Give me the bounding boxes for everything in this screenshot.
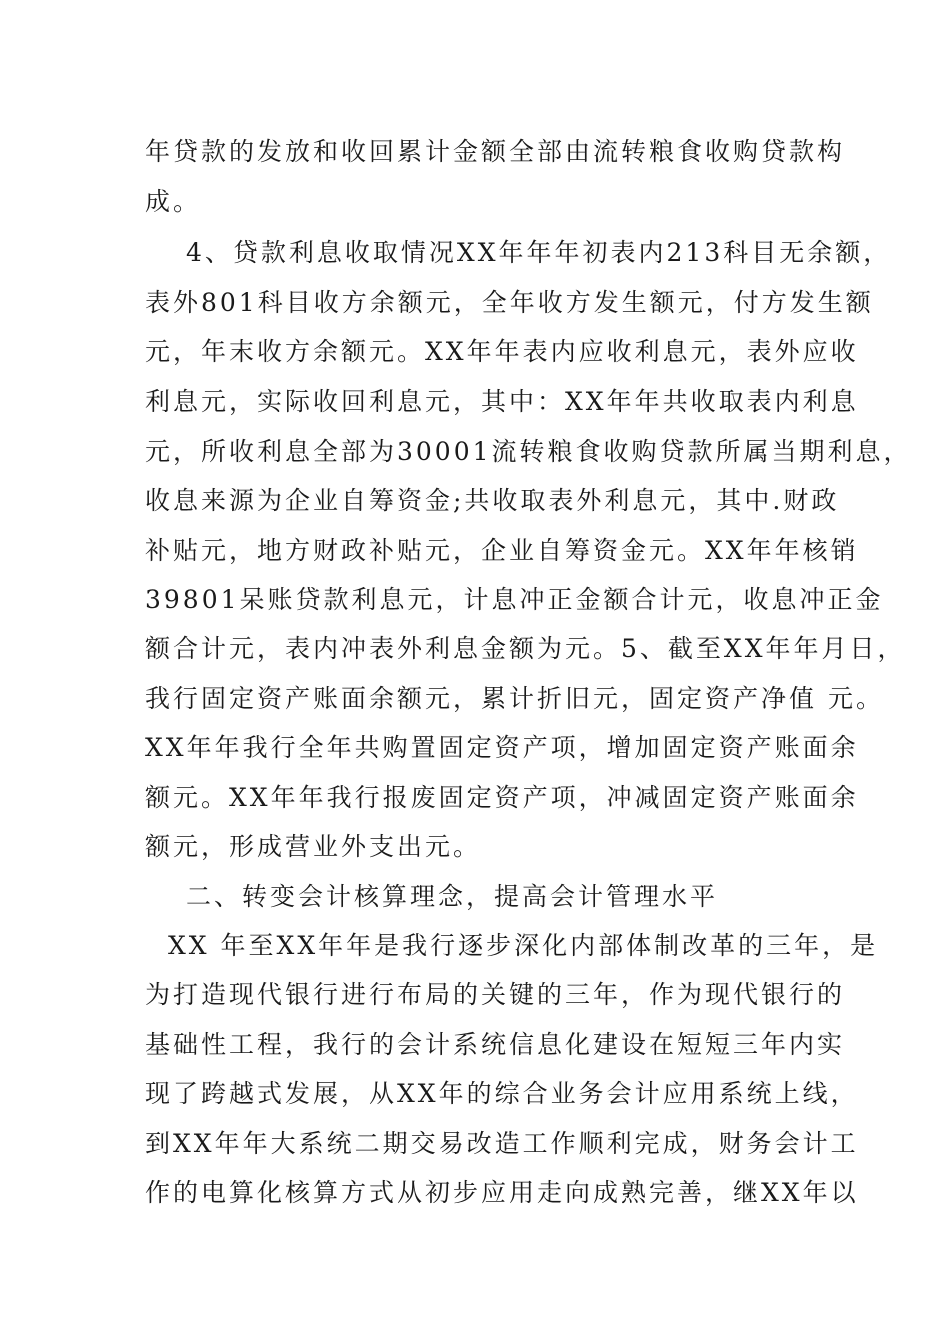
text-line: 表外801科目收方余额元，全年收方发生额元，付方发生额 — [145, 288, 874, 317]
text-line: XX年年我行全年共购置固定资产项，增加固定资产账面余 — [145, 733, 859, 762]
text-line: 额元，形成营业外支出元。 — [145, 832, 482, 861]
text-line: 额元。XX年年我行报废固定资产项，冲减固定资产账面余 — [145, 783, 859, 812]
text-line: 补贴元，地方财政补贴元，企业自筹资金元。XX年年核销 — [145, 536, 859, 565]
text-line: 作的电算化核算方式从初步应用走向成熟完善，继XX年以 — [145, 1178, 859, 1207]
text-line: 到XX年年大系统二期交易改造工作顺利完成，财务会计工 — [145, 1129, 859, 1158]
section-heading: 二、转变会计核算理念，提高会计管理水平 — [186, 882, 719, 911]
text-line: 现了跨越式发展，从XX年的综合业务会计应用系统上线， — [145, 1079, 859, 1108]
text-line: 元，所收利息全部为30001流转粮食收购贷款所属当期利息， — [145, 437, 912, 466]
text-line: 额合计元，表内冲表外利息金额为元。5、截至XX年年月日， — [145, 634, 906, 663]
text-line: 收息来源为企业自筹资金;共收取表外利息元，其中.财政 — [145, 486, 840, 515]
text-line: XX 年至XX年年是我行逐步深化内部体制改革的三年，是 — [168, 931, 879, 960]
text-line: 成。 — [145, 187, 202, 216]
text-line: 基础性工程，我行的会计系统信息化建设在短短三年内实 — [145, 1030, 846, 1059]
text-line: 39801呆账贷款利息元，计息冲正金额合计元，收息冲正金 — [145, 585, 884, 614]
text-line: 为打造现代银行进行布局的关键的三年，作为现代银行的 — [145, 980, 846, 1009]
text-line: 年贷款的发放和收回累计金额全部由流转粮食收购贷款构 — [145, 137, 846, 166]
text-line: 利息元，实际收回利息元，其中：XX年年共收取表内利息 — [145, 387, 859, 416]
text-line: 4、贷款利息收取情况XX年年年初表内213科目无余额， — [186, 238, 892, 267]
text-line: 元，年末收方余额元。XX年年表内应收利息元，表外应收 — [145, 337, 859, 366]
text-line: 我行固定资产账面余额元，累计折旧元，固定资产净值 元。 — [145, 684, 884, 713]
